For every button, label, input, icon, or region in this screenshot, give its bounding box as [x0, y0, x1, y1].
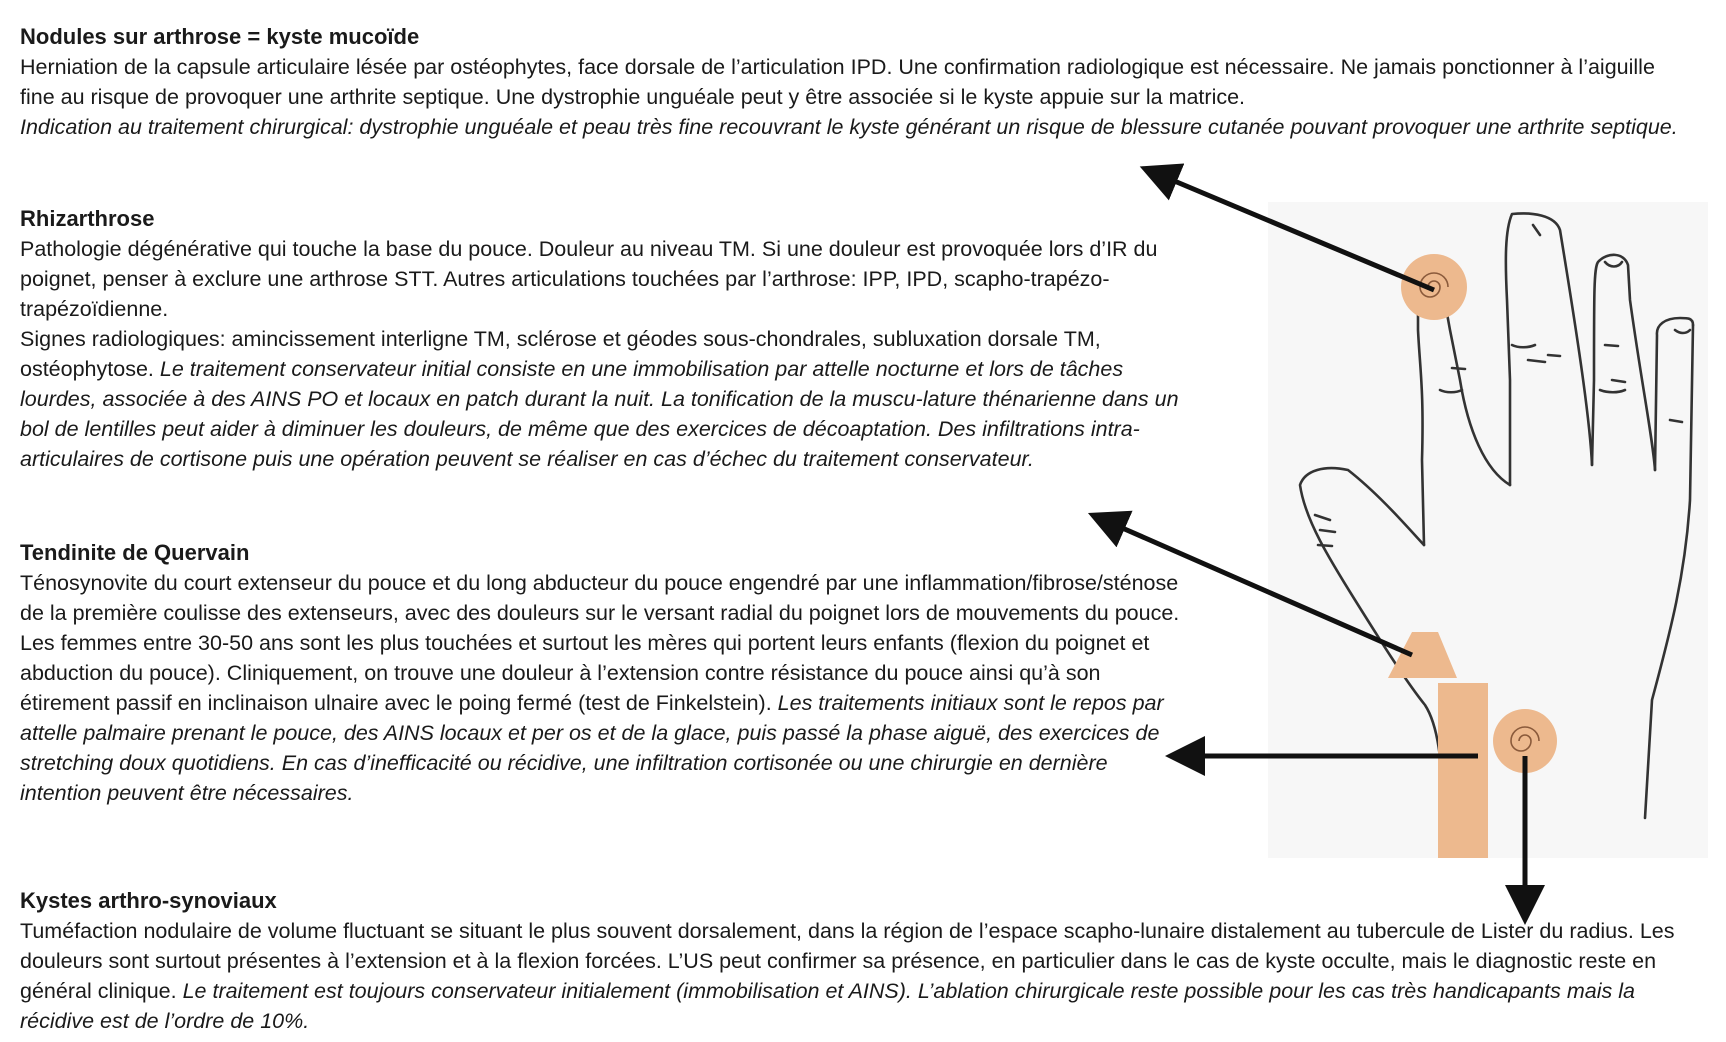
section-text: [20, 52, 1680, 142]
section-italic: Les traitements initiaux sont le repos par attelle palmaire prenant le pouce, des AINS locaux et per os et de la glace, puis passé la phase aiguë, des exercices de stretching doux quotidiens. En cas d’inefficacité ou récidive, une infiltration cortisonée ou une chirurgie en dernière intention peuvent être nécessaires.: [20, 691, 1164, 805]
section-body: Herniation de la capsule articulaire lésée par ostéophytes, face dorsale de l’articulation IPD. Une confirmation radiologique est nécessaire. Ne jamais ponctionner à l’aiguille fine au risque de provoquer une arthrite septique. Une dystrophie unguéale peut y être associée si le kyste appuie sur la matrice.: [20, 55, 1655, 109]
section-italic: Indication au traitement chirurgical: dystrophie unguéale et peau très fine recouvrant le kyste générant un risque de blessure cutanée pouvant provoquer une arthrite septique.: [20, 115, 1678, 139]
section-body-2: Signes radiologiques: amincissement interligne TM, sclérose et géodes sous-chondrales, subluxation dorsale TM, ostéophytose.: [20, 327, 1101, 381]
section-text: [20, 568, 1185, 808]
section-body: Pathologie dégénérative qui touche la base du pouce. Douleur au niveau TM. Si une douleur est provoquée lors d’IR du poignet, penser à exclure une arthrose STT. Autres articulations touchées par l’arthrose: IPP, IPD, scapho-trapézo-trapézoïdienne.: [20, 237, 1158, 321]
section-text: [20, 234, 1185, 474]
section-italic: Le traitement est toujours conservateur initialement (immobilisation et AINS). L’ablation chirurgicale reste possible pour les cas très handicapants mais la récidive est de l’ordre de 10%.: [20, 979, 1635, 1033]
illustration-background: [1268, 202, 1708, 858]
section-text: [20, 916, 1710, 1036]
quervain-marker: [1438, 683, 1488, 858]
section-body: Tuméfaction nodulaire de volume fluctuant se situant le plus souvent dorsalement, dans la région de l’espace scapho-lunaire distalement au tubercule de Lister du radius. Les douleurs sont surtout présentes à l’extension et à la flexion forcées. L’US peut confirmer sa présence, en particulier dans le cas de kyste occulte, mais le diagnostic reste en général clinique.: [20, 919, 1675, 1003]
section-mucoid-cyst: [20, 22, 1680, 142]
rhizarthrosis-marker: [1388, 632, 1457, 678]
section-body: Ténosynovite du court extenseur du pouce et du long abducteur du pouce engendré par une inflammation/fibrose/sténose de la première coulisse des extenseurs, avec des douleurs sur le versant radial du poignet lors de mouvements du pouce. Les femmes entre 30-50 ans sont les plus touchées et surtout les mères qui portent leurs enfants (flexion du poignet et abduction du pouce). Cliniquement, on trouve une douleur à l’extension contre résistance du pouce ainsi qu’à son étirement passif en inclinaison ulnaire avec le poing fermé (test de Finkelstein).: [20, 571, 1180, 715]
section-title: Tendinite de Quervain: [20, 540, 250, 565]
lesion-markers: [1388, 254, 1557, 858]
marker-swirls: [1420, 273, 1539, 751]
section-rhizarthrose: [20, 204, 1185, 474]
section-quervain: [20, 538, 1185, 808]
synovial-cyst-marker: [1493, 709, 1557, 773]
section-title: Kystes arthro-synoviaux: [20, 888, 277, 913]
hand-outline: [1300, 213, 1693, 818]
section-title: Rhizarthrose: [20, 206, 155, 231]
mucoid-cyst-marker: [1401, 254, 1467, 320]
arrow-mucoid-cyst: [1172, 180, 1434, 290]
section-synovial-cysts: [20, 886, 1710, 1036]
section-italic: Le traitement conservateur initial consiste en une immobilisation par attelle nocturne et lors de tâches lourdes, associée à des AINS PO et locaux en patch durant la nuit. La tonification de la muscu-lature thénarienne dans un bol de lentilles peut aider à diminuer les douleurs, de même que des exercices de décoaptation. Des infiltrations intra-articulaires de cortisone puis une opération peuvent se réaliser en cas d’échec du traitement conservateur.: [20, 357, 1179, 471]
section-title: Nodules sur arthrose = kyste mucoïde: [20, 24, 420, 49]
